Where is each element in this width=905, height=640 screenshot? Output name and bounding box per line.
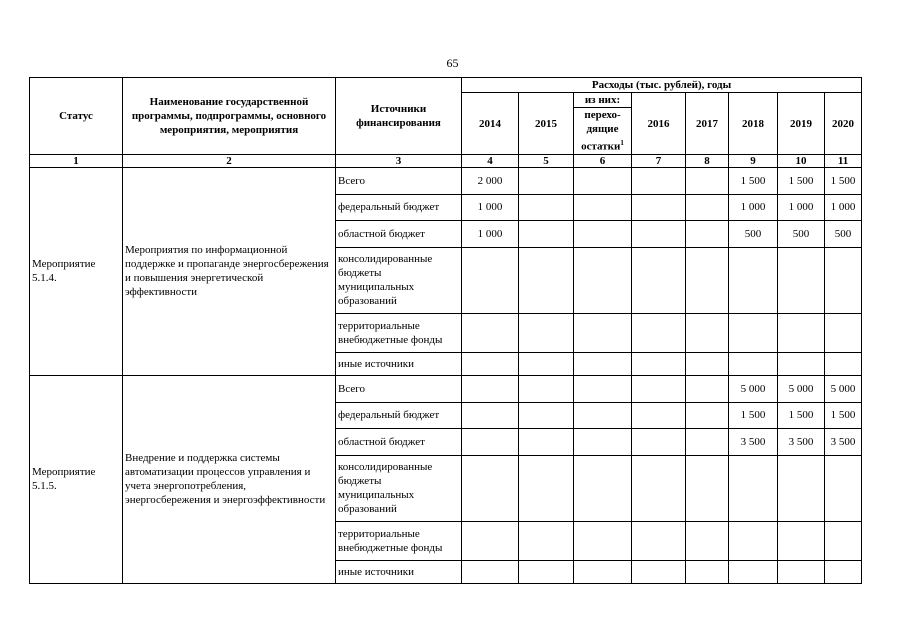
amount-cell [686, 521, 729, 560]
amount-cell [825, 455, 862, 521]
amount-cell: 3 500 [825, 428, 862, 455]
amount-cell: 5 000 [729, 375, 778, 402]
amount-cell [574, 521, 632, 560]
amount-cell: 5 000 [825, 375, 862, 402]
column-number: 3 [336, 155, 462, 168]
amount-cell [729, 521, 778, 560]
amount-cell: 1 000 [462, 220, 519, 247]
funding-source: областной бюджет [336, 428, 462, 455]
column-number: 11 [825, 155, 862, 168]
funding-source: территориальные внебюджетные фонды [336, 521, 462, 560]
amount-cell: 1 000 [729, 194, 778, 220]
column-number: 4 [462, 155, 519, 168]
header-year: 2014 [462, 93, 519, 155]
column-number: 7 [632, 155, 686, 168]
amount-cell [729, 313, 778, 352]
amount-cell [462, 375, 519, 402]
amount-cell [519, 402, 574, 428]
amount-cell [574, 194, 632, 220]
amount-cell [686, 353, 729, 376]
amount-cell [729, 353, 778, 376]
amount-cell [778, 561, 825, 584]
column-number-row [30, 155, 862, 168]
amount-cell [519, 220, 574, 247]
amount-cell [462, 247, 519, 313]
table-body [30, 168, 862, 584]
column-number: 10 [778, 155, 825, 168]
amount-cell [632, 521, 686, 560]
amount-cell [632, 428, 686, 455]
amount-cell [574, 313, 632, 352]
amount-cell [462, 402, 519, 428]
amount-cell: 1 500 [825, 402, 862, 428]
amount-cell [574, 168, 632, 195]
funding-source: консолидированные бюджеты муниципальных образований [336, 455, 462, 521]
column-number: 2 [123, 155, 336, 168]
funding-source: Всего [336, 168, 462, 195]
header-status: Статус [30, 78, 123, 155]
amount-cell: 1 000 [462, 194, 519, 220]
header-of-them: из них: [574, 93, 632, 108]
amount-cell [686, 428, 729, 455]
amount-cell: 3 500 [778, 428, 825, 455]
amount-cell [574, 455, 632, 521]
header-year: 2018 [729, 93, 778, 155]
funding-source: консолидированные бюджеты муниципальных образований [336, 247, 462, 313]
amount-cell [686, 194, 729, 220]
amount-cell [729, 561, 778, 584]
amount-cell [462, 428, 519, 455]
amount-cell [778, 521, 825, 560]
amount-cell [519, 168, 574, 195]
amount-cell: 2 000 [462, 168, 519, 195]
amount-cell: 1 500 [778, 402, 825, 428]
table-row [30, 168, 862, 195]
amount-cell [574, 220, 632, 247]
header-row-1 [30, 78, 862, 93]
amount-cell [574, 402, 632, 428]
amount-cell [462, 561, 519, 584]
activity-status: Мероприятие 5.1.5. [30, 375, 123, 583]
funding-source: территориальные внебюджетные фонды [336, 313, 462, 352]
funding-source: иные источники [336, 561, 462, 584]
header-year: 2017 [686, 93, 729, 155]
amount-cell: 1 000 [825, 194, 862, 220]
header-carryover-label: перехо-дящие остатки [581, 109, 621, 153]
amount-cell [778, 313, 825, 352]
amount-cell [574, 375, 632, 402]
amount-cell [519, 455, 574, 521]
footnote-mark: 1 [620, 139, 624, 148]
header-year: 2019 [778, 93, 825, 155]
amount-cell [632, 402, 686, 428]
amount-cell [574, 428, 632, 455]
amount-cell [632, 168, 686, 195]
amount-cell [778, 353, 825, 376]
amount-cell [462, 353, 519, 376]
page-number: 65 [446, 56, 459, 70]
amount-cell [519, 428, 574, 455]
column-number: 6 [574, 155, 632, 168]
header-year: 2016 [632, 93, 686, 155]
amount-cell [462, 521, 519, 560]
amount-cell [686, 375, 729, 402]
amount-cell [462, 313, 519, 352]
amount-cell [632, 220, 686, 247]
amount-cell [686, 247, 729, 313]
activity-name: Внедрение и поддержка системы автоматизации процессов управления и учета энергопотребления, энергосбережения и энергоэффективности [123, 375, 336, 583]
funding-source: федеральный бюджет [336, 402, 462, 428]
amount-cell: 500 [729, 220, 778, 247]
funding-source: иные источники [336, 353, 462, 376]
amount-cell: 3 500 [729, 428, 778, 455]
amount-cell: 500 [825, 220, 862, 247]
funding-source: областной бюджет [336, 220, 462, 247]
amount-cell [574, 247, 632, 313]
amount-cell [632, 313, 686, 352]
amount-cell [519, 313, 574, 352]
amount-cell [686, 220, 729, 247]
amount-cell [632, 247, 686, 313]
header-sources: Источники финансирования [336, 78, 462, 155]
amount-cell [632, 561, 686, 584]
amount-cell [825, 313, 862, 352]
amount-cell [519, 194, 574, 220]
activity-name: Мероприятия по информационной поддержке и пропаганде энергосбережения и повышения энергетической эффективности [123, 168, 336, 376]
amount-cell [825, 247, 862, 313]
amount-cell [825, 561, 862, 584]
amount-cell [632, 455, 686, 521]
amount-cell [519, 521, 574, 560]
budget-table [29, 77, 862, 584]
header-expenses: Расходы (тыс. рублей), годы [462, 78, 862, 93]
amount-cell: 1 500 [825, 168, 862, 195]
amount-cell: 5 000 [778, 375, 825, 402]
amount-cell [519, 353, 574, 376]
amount-cell [574, 561, 632, 584]
amount-cell: 1 000 [778, 194, 825, 220]
table-row [30, 375, 862, 402]
amount-cell [519, 247, 574, 313]
header-carryover [574, 108, 632, 155]
column-number: 1 [30, 155, 123, 168]
header-year: 2015 [519, 93, 574, 155]
amount-cell [686, 313, 729, 352]
amount-cell [519, 375, 574, 402]
funding-source: федеральный бюджет [336, 194, 462, 220]
amount-cell: 1 500 [778, 168, 825, 195]
amount-cell [729, 247, 778, 313]
amount-cell [462, 455, 519, 521]
amount-cell: 1 500 [729, 402, 778, 428]
header-year: 2020 [825, 93, 862, 155]
amount-cell [632, 194, 686, 220]
header-name: Наименование государственной программы, подпрограммы, основного мероприятия, мероприятия [123, 78, 336, 155]
amount-cell [632, 375, 686, 402]
amount-cell: 1 500 [729, 168, 778, 195]
amount-cell: 500 [778, 220, 825, 247]
amount-cell [686, 561, 729, 584]
amount-cell [729, 455, 778, 521]
amount-cell [686, 168, 729, 195]
amount-cell [825, 353, 862, 376]
amount-cell [632, 353, 686, 376]
amount-cell [686, 402, 729, 428]
funding-source: Всего [336, 375, 462, 402]
column-number: 5 [519, 155, 574, 168]
amount-cell [825, 521, 862, 560]
column-number: 8 [686, 155, 729, 168]
amount-cell [778, 247, 825, 313]
amount-cell [574, 353, 632, 376]
amount-cell [519, 561, 574, 584]
amount-cell [686, 455, 729, 521]
amount-cell [778, 455, 825, 521]
column-number: 9 [729, 155, 778, 168]
activity-status: Мероприятие 5.1.4. [30, 168, 123, 376]
